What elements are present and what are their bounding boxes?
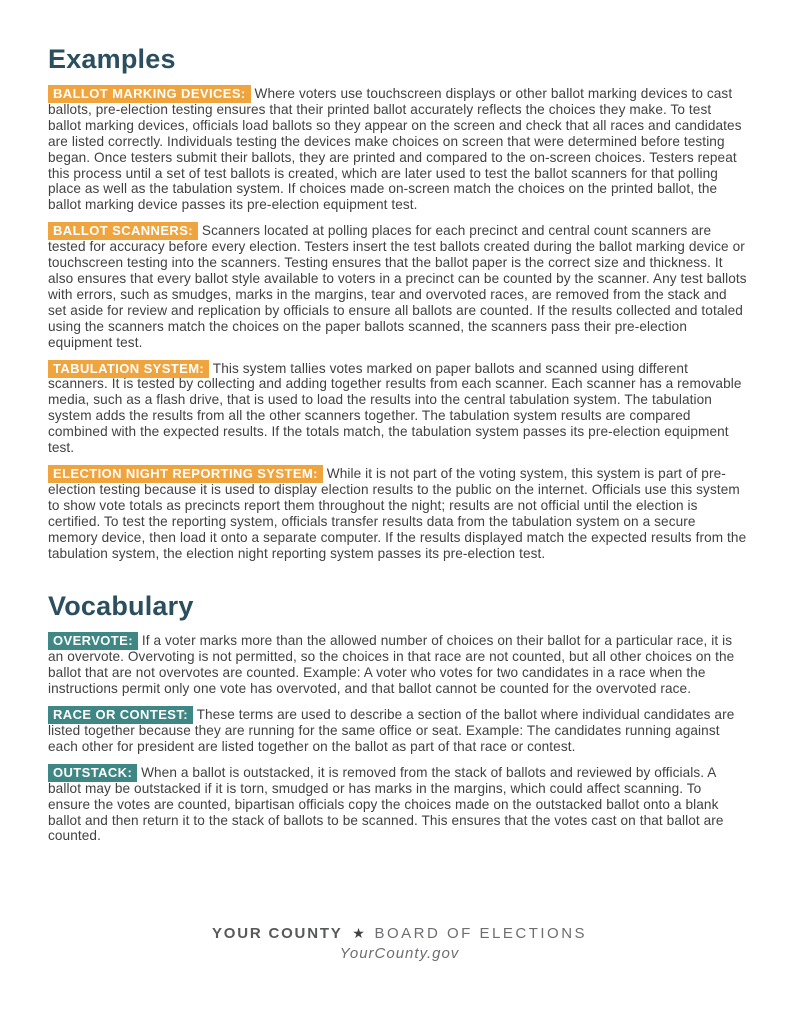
star-icon: ★ [352, 925, 365, 941]
section-vocabulary [48, 591, 747, 844]
entry-text: If a voter marks more than the allowed number of choices on their ballot for a particular race, it is an overvote. Overvoting is not permitted, so the choices in that race are not counted, but all other choices on the ballot that are not overvotes are counted. Example: A voter who votes for two candidates in a race when the instructions permit only one vote has overvoted, and that ballot cannot be counted for the overvoted race. [48, 633, 735, 697]
footer-county-name: YOUR COUNTY [211, 925, 343, 942]
entry-ballot-marking-devices [48, 86, 747, 213]
entry-text: These terms are used to describe a section of the ballot where individual candidates are listed together because they are running for the same office or seat. Example: The candidates running against each other for president are listed together on the ballot as part of that race or contest. [48, 707, 735, 754]
vocabulary-heading: Vocabulary [48, 591, 194, 622]
entry-race-or-contest [48, 707, 747, 755]
term-label-tabulation-system: TABULATION SYSTEM: [48, 360, 209, 378]
examples-heading: Examples [48, 44, 176, 74]
entry-text: When a ballot is outstacked, it is removed from the stack of ballots and reviewed by officials. A ballot may be outstacked if it is torn, smudged or has marks in the margins, which could affect scanning. To ensure the votes are counted, bipartisan officials copy the choices made on the outstacked ballot onto a blank ballot and then return it to the stack of ballots to be scanned. This ensures that the votes cast on that ballot are counted. [48, 764, 724, 844]
entry-overvote [48, 633, 747, 697]
term-label-election-night-reporting-system: ELECTION NIGHT REPORTING SYSTEM: [48, 465, 323, 483]
footer-board-name: BOARD OF ELECTIONS [374, 925, 588, 942]
term-label-overvote: OVERVOTE: [48, 632, 138, 650]
footer-website: YourCounty.gov [339, 945, 460, 962]
entry-outstack [48, 765, 747, 845]
footer-organization [0, 925, 799, 942]
entry-text: Scanners located at polling places for each precinct and central count scanners are tested for accuracy before every election. Testers insert the test ballots created during the ballot marking device or touchscreen testing into the scanners. Testing ensures that the ballot paper is the correct size and thickness. It also ensures that every ballot style available to voters in a precinct can be counted by the scanner. Any test ballots with errors, such as smudges, marks in the margins, tear and overvoted races, are removed from the stack and set aside for review and replication by officials to ensure all ballots are counted. If the results collected and totaled using the scanners match the choices on the paper ballots scanned, the scanners pass their pre-election equipment test. [48, 223, 747, 350]
section-examples [48, 44, 747, 561]
term-label-ballot-scanners: BALLOT SCANNERS: [48, 222, 198, 240]
entry-tabulation-system [48, 361, 747, 456]
entry-ballot-scanners [48, 223, 747, 350]
entry-election-night-reporting-system [48, 466, 747, 561]
term-label-outstack: OUTSTACK: [48, 764, 137, 782]
term-label-race-or-contest: RACE OR CONTEST: [48, 706, 193, 724]
entry-text: While it is not part of the voting system, this system is part of pre-election testing because it is used to display election results to the public on the internet. Officials use this system to show vote totals as precincts report them throughout the night; results are not official until the election is certified. To test the reporting system, officials transfer results data from the tabulation system on a secure memory device, then load it onto a separate computer. If the results displayed match the expected results from the tabulation system, the election night reporting system passes its pre-election test. [48, 465, 747, 561]
entry-text: This system tallies votes marked on paper ballots and scanned using different scanners. It is tested by collecting and adding together results from each scanner. Each scanner has a removable media, such as a flash drive, that is used to load the results into the central tabulation system. The tabulation system adds the results from all the other scanners together. The tabulation system results are compared combined with the expected results. If the totals match, the tabulation system passes its pre-election equipment test. [48, 360, 742, 456]
term-label-ballot-marking-devices: BALLOT MARKING DEVICES: [48, 85, 251, 103]
entry-text: Where voters use touchscreen displays or other ballot marking devices to cast ballots, pre-election testing ensures that their printed ballot accurately reflects the choices they make. To test ballot marking devices, officials load ballots so they appear on the screen and check that all races and candidates are listed correctly. Individuals testing the devices make choices on screen that were determined before testing began. Once testers submit their ballots, they are printed and compared to the on-screen choices. Testers repeat this process until a set of test ballots is created, which are later used to test the ballot scanners for that polling place as well as the tabulation system. If choices made on-screen match the choices on the printed ballot, the ballot marking device passes its pre-election equipment test. [48, 86, 742, 213]
page-footer [0, 925, 799, 962]
